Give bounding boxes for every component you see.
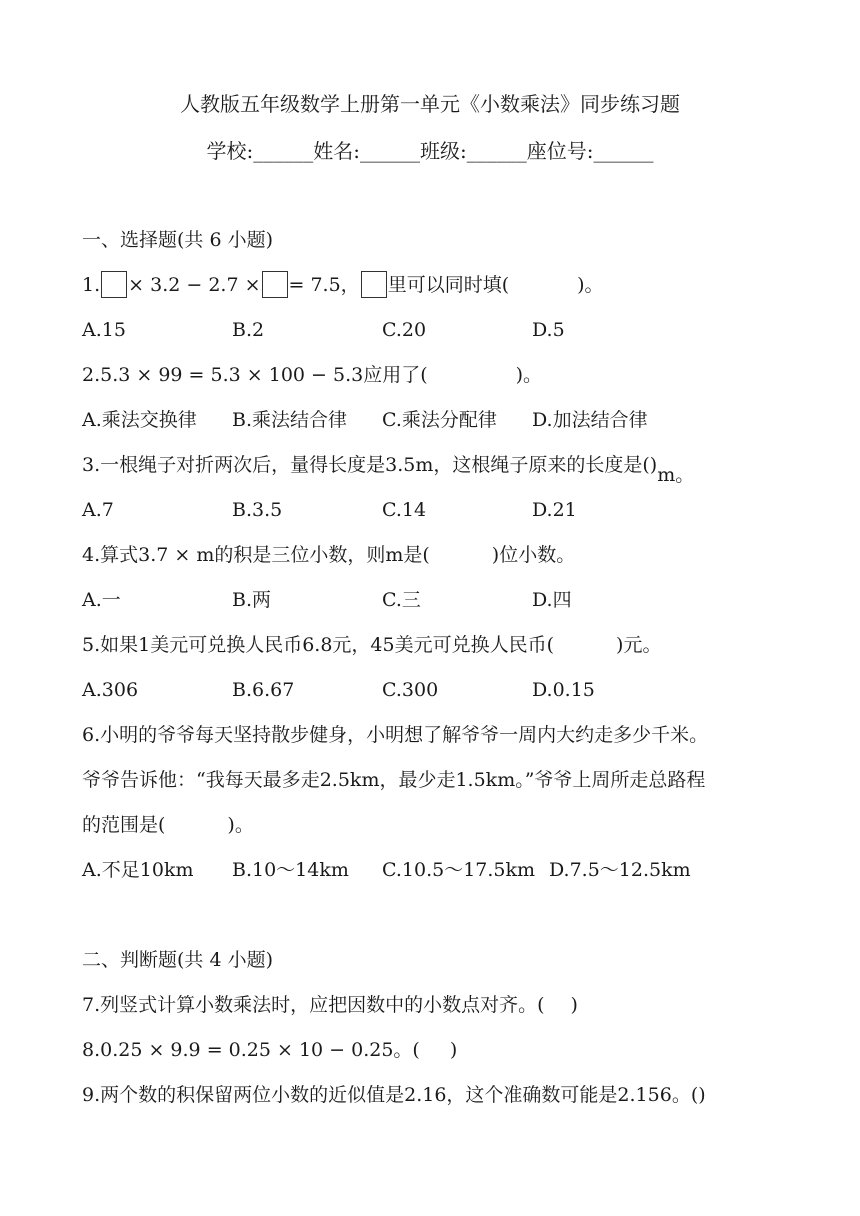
- q5-option-a: A.306: [82, 679, 139, 701]
- question-1-part2: = 7.5，: [288, 274, 360, 296]
- q1-option-d: D.5: [532, 319, 565, 341]
- answer-box: [101, 271, 127, 298]
- q6-option-b: B.10～14km: [232, 859, 349, 881]
- section-heading-judgement: 二、判断题(共 4 小题): [82, 949, 273, 971]
- question-3: [82, 450, 695, 486]
- q2-option-d: D.加法结合律: [532, 409, 648, 431]
- question-2-text: 2.5.3 × 99 = 5.3 × 100 − 5.3应用了(: [82, 364, 428, 386]
- question-6-text: 的范围是(: [82, 814, 166, 836]
- q2-option-c: C.乘法分配律: [382, 409, 497, 431]
- q3-option-a: A.7: [82, 499, 114, 521]
- question-6-line-3: [82, 810, 254, 840]
- q2-option-b: B.乘法结合律: [232, 409, 348, 431]
- q3-option-c: C.14: [382, 499, 427, 521]
- question-6-end: )。: [227, 814, 254, 836]
- q4-option-b: B.两: [232, 589, 272, 611]
- question-1-part1: × 3.2 − 2.7 ×: [128, 274, 261, 296]
- q4-option-d: D.四: [532, 589, 572, 611]
- q3-option-b: B.3.5: [232, 499, 283, 521]
- question-3-text: 3.一根绳子对折两次后，量得长度是3.5m，这根绳子原来的长度是(): [82, 454, 658, 476]
- question-2: [82, 360, 542, 390]
- question-5: [82, 630, 661, 660]
- question-4: [82, 540, 575, 570]
- answer-box: [262, 271, 288, 298]
- q5-option-d: D.0.15: [532, 679, 595, 701]
- section-heading-choice: 一、选择题(共 6 小题): [82, 229, 273, 251]
- question-9: 9.两个数的积保留两位小数的近似值是2.16，这个准确数可能是2.156。(): [82, 1084, 706, 1106]
- question-6-line-2: 爷爷告诉他：“我每天最多走2.5km，最少走1.5km。”爷爷上周所走总路程: [82, 769, 706, 791]
- page-title: 人教版五年级数学上册第一单元《小数乘法》同步练习题: [180, 92, 680, 116]
- q6-option-a: A.不足10km: [82, 859, 194, 881]
- q4-option-c: C.三: [382, 589, 421, 611]
- question-5-text: 5.如果1美元可兑换人民币6.8元，45美元可兑换人民币(: [82, 634, 555, 656]
- question-6-line-1: 6.小明的爷爷每天坚持散步健身，小明想了解爷爷一周内大约走多少千米。: [82, 724, 709, 746]
- q3-option-d: D.21: [532, 499, 577, 521]
- question-5-end: )元。: [616, 634, 662, 656]
- question-1: [82, 270, 604, 300]
- question-8: [82, 1035, 457, 1065]
- question-1-part3: 里可以同时填(: [387, 274, 510, 296]
- q6-option-c: C.10.5～17.5km: [382, 859, 536, 881]
- question-7-text: 7.列竖式计算小数乘法时，应把因数中的小数点对齐。(: [82, 994, 545, 1016]
- q5-option-b: B.6.67: [232, 679, 295, 701]
- question-8-text: 8.0.25 × 9.9 = 0.25 × 10 − 0.25。(: [82, 1039, 420, 1061]
- q1-option-c: C.20: [382, 319, 427, 341]
- q4-option-a: A.一: [82, 589, 121, 611]
- student-info-line: 学校:______姓名:______班级:______座位号:______: [206, 139, 654, 163]
- question-2-end: )。: [515, 364, 543, 386]
- answer-box: [361, 271, 387, 298]
- question-4-text: 4.算式3.7 × m的积是三位小数，则m是(: [82, 544, 430, 566]
- question-4-end: )位小数。: [491, 544, 576, 566]
- q1-option-a: A.15: [82, 319, 126, 341]
- q6-option-d: D.7.5～12.5km: [549, 859, 691, 881]
- question-1-number: 1.: [82, 274, 101, 296]
- q1-option-b: B.2: [232, 319, 265, 341]
- question-3-unit: m。: [657, 464, 695, 486]
- question-7-end: ): [570, 994, 578, 1016]
- q2-option-a: A.乘法交换律: [82, 409, 197, 431]
- q5-option-c: C.300: [382, 679, 439, 701]
- question-1-end: )。: [577, 274, 604, 296]
- question-7: [82, 990, 578, 1020]
- question-8-end: ): [449, 1039, 458, 1061]
